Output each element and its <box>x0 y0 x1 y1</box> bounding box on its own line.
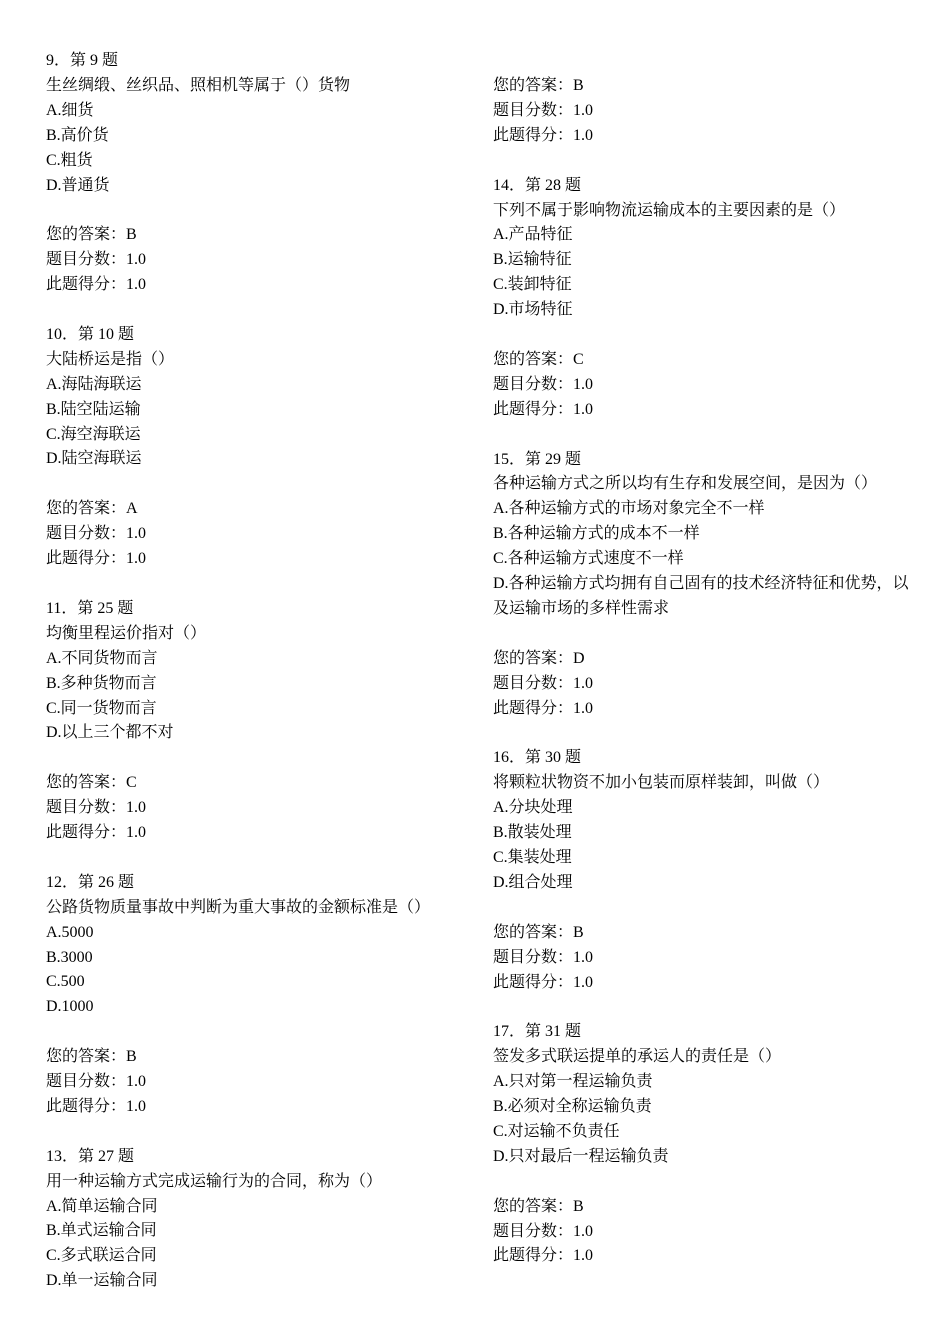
answer-option: D.组合处理 <box>493 873 573 891</box>
your-answer: 您的答案：C <box>46 774 137 792</box>
question-score: 题目分数：1.0 <box>46 251 147 269</box>
answer-option: D.普通货 <box>46 176 110 194</box>
question-block <box>493 746 913 995</box>
question-header: 12．第 26 题 <box>46 873 135 891</box>
answer-option: D.1000 <box>46 998 94 1016</box>
question-block <box>493 1020 913 1269</box>
earned-score: 此题得分：1.0 <box>493 1247 594 1265</box>
earned-score: 此题得分：1.0 <box>46 276 147 294</box>
earned-score: 此题得分：1.0 <box>493 973 594 991</box>
spacer <box>493 1170 913 1195</box>
earned-score: 此题得分：1.0 <box>46 1097 147 1115</box>
answer-option: D.以上三个都不对 <box>46 724 174 742</box>
answer-option: B.各种运输方式的成本不一样 <box>493 525 700 543</box>
earned-score: 此题得分：1.0 <box>493 400 594 418</box>
question-block <box>493 174 913 423</box>
answer-option: C.同一货物而言 <box>46 699 157 717</box>
answer-option: C.海空海联运 <box>46 425 141 443</box>
question-stem: 将颗粒状物资不加小包装而原样装卸，叫做（） <box>493 774 830 792</box>
question-header: 10．第 10 题 <box>46 325 135 343</box>
left-column <box>46 49 466 1319</box>
question-stem: 公路货物质量事故中判断为重大事故的金额标准是（） <box>46 898 431 916</box>
answer-option: C.各种运输方式速度不一样 <box>493 550 684 568</box>
spacer <box>493 896 913 921</box>
question-block <box>46 597 466 846</box>
your-answer: 您的答案：D <box>493 649 585 667</box>
answer-option: B.必须对全称运输负责 <box>493 1098 652 1116</box>
spacer <box>46 472 466 497</box>
question-block <box>46 49 466 298</box>
answer-option: B.多种货物而言 <box>46 674 157 692</box>
question-score: 题目分数：1.0 <box>46 799 147 817</box>
your-answer: 您的答案：A <box>46 500 138 518</box>
answer-option: B.散装处理 <box>493 824 572 842</box>
answer-option: C.装卸特征 <box>493 276 572 294</box>
spacer <box>46 1020 466 1045</box>
question-score: 题目分数：1.0 <box>493 948 594 966</box>
answer-option: D.市场特征 <box>493 301 573 319</box>
answer-option: C.对运输不负责任 <box>493 1122 620 1140</box>
question-header: 16．第 30 题 <box>493 749 582 767</box>
question-header: 15．第 29 题 <box>493 450 582 468</box>
answer-option: C.集装处理 <box>493 849 572 867</box>
answer-option: C.粗货 <box>46 151 93 169</box>
answer-option: B.高价货 <box>46 126 109 144</box>
question-score: 题目分数：1.0 <box>46 1073 147 1091</box>
earned-score: 此题得分：1.0 <box>46 824 147 842</box>
question-stem: 均衡里程运价指对（） <box>46 624 207 642</box>
answer-option: B.3000 <box>46 948 93 966</box>
question-score: 题目分数：1.0 <box>46 525 147 543</box>
spacer <box>493 622 913 647</box>
question-block <box>493 74 913 149</box>
answer-option: A.只对第一程运输负责 <box>493 1073 653 1091</box>
question-header: 17．第 31 题 <box>493 1023 582 1041</box>
your-answer: 您的答案：B <box>493 923 584 941</box>
answer-option: B.运输特征 <box>493 251 572 269</box>
answer-option: D.只对最后一程运输负责 <box>493 1147 669 1165</box>
earned-score: 此题得分：1.0 <box>493 699 594 717</box>
right-column <box>493 74 913 1294</box>
question-stem: 下列不属于影响物流运输成本的主要因素的是（） <box>493 201 846 219</box>
your-answer: 您的答案：B <box>46 1048 137 1066</box>
spacer <box>493 323 913 348</box>
your-answer: 您的答案：B <box>493 1197 584 1215</box>
question-header: 14．第 28 题 <box>493 176 582 194</box>
question-score: 题目分数：1.0 <box>493 1222 594 1240</box>
question-block <box>46 871 466 1120</box>
answer-option: B.单式运输合同 <box>46 1222 157 1240</box>
question-stem: 用一种运输方式完成运输行为的合同，称为（） <box>46 1172 383 1190</box>
spacer <box>46 746 466 771</box>
answer-option: D.各种运输方式均拥有自己固有的技术经济特征和优势，以及运输市场的多样性需求 <box>493 575 909 617</box>
question-header: 9．第 9 题 <box>46 52 119 69</box>
question-block <box>46 1145 466 1294</box>
answer-option: B.陆空陆运输 <box>46 400 141 418</box>
question-header: 13．第 27 题 <box>46 1147 135 1165</box>
your-answer: 您的答案：C <box>493 350 584 368</box>
answer-option: A.不同货物而言 <box>46 649 158 667</box>
answer-option: A.细货 <box>46 101 94 119</box>
answer-option: C.500 <box>46 973 85 991</box>
question-block <box>46 323 466 572</box>
answer-option: A.分块处理 <box>493 799 573 817</box>
answer-option: D.单一运输合同 <box>46 1272 158 1290</box>
question-score: 题目分数：1.0 <box>493 674 594 692</box>
question-score: 题目分数：1.0 <box>493 375 594 393</box>
answer-option: A.海陆海联运 <box>46 375 142 393</box>
question-stem: 签发多式联运提单的承运人的责任是（） <box>493 1048 782 1066</box>
question-block <box>493 448 913 722</box>
answer-option: C.多式联运合同 <box>46 1247 157 1265</box>
answer-option: D.陆空海联运 <box>46 450 142 468</box>
question-stem: 生丝绸缎、丝织品、照相机等属于（）货物 <box>46 76 351 94</box>
earned-score: 此题得分：1.0 <box>493 126 594 144</box>
question-stem: 大陆桥运是指（） <box>46 350 175 368</box>
earned-score: 此题得分：1.0 <box>46 550 147 568</box>
answer-option: A.产品特征 <box>493 226 573 244</box>
question-header: 11．第 25 题 <box>46 599 134 617</box>
answer-option: A.各种运输方式的市场对象完全不一样 <box>493 500 765 518</box>
your-answer: 您的答案：B <box>46 226 137 244</box>
spacer <box>46 198 466 223</box>
your-answer: 您的答案：B <box>493 77 584 94</box>
question-stem: 各种运输方式之所以均有生存和发展空间，是因为（） <box>493 475 878 493</box>
question-score: 题目分数：1.0 <box>493 101 594 119</box>
answer-option: A.简单运输合同 <box>46 1197 158 1215</box>
answer-option: A.5000 <box>46 923 94 941</box>
